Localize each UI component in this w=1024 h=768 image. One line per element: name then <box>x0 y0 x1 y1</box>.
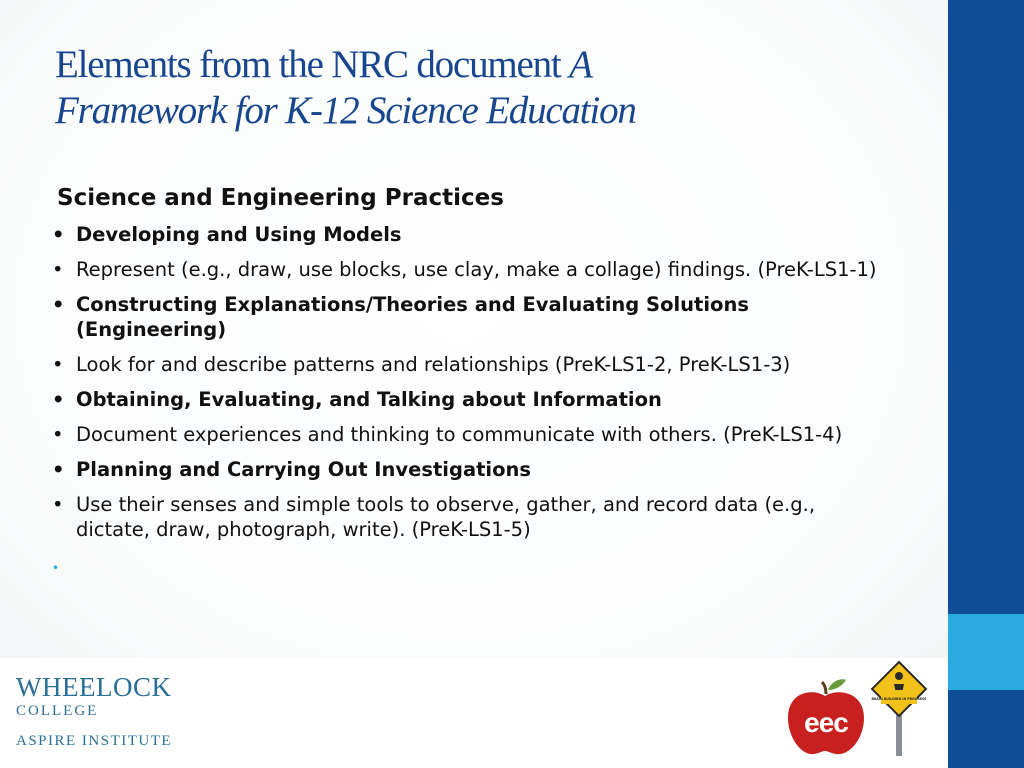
bullet-item: • Represent (e.g., draw, use blocks, use clay, make a collage) findings. (PreK-LS1-1) <box>50 257 890 282</box>
wheelock-logo-line1: WHEELOCK <box>16 672 172 702</box>
title-line1-plain: Elements from the NRC document <box>55 43 570 86</box>
right-sidebar-accent-block <box>948 614 1024 690</box>
section-heading: Science and Engineering Practices <box>57 185 504 211</box>
bullet-item: • Developing and Using Models <box>50 222 890 247</box>
empty-bullet-item <box>50 552 890 572</box>
sign-figure-head-icon <box>895 672 903 680</box>
eec-apple-logo <box>782 676 868 758</box>
bullet-item: • Constructing Explanations/Theories and Evaluating Solutions (Engineering) <box>50 292 890 342</box>
slide-title <box>55 42 935 134</box>
title-line1-italic: A <box>569 43 592 86</box>
bullet-item: • Document experiences and thinking to communicate with others. (PreK-LS1-4) <box>50 422 890 447</box>
wheelock-college-logo <box>16 672 172 749</box>
bullet-item: • Use their senses and simple tools to observe, gather, and record data (e.g., dictate, draw, photograph, write). (PreK-LS1-5) <box>50 492 890 542</box>
sign-post-icon <box>896 712 902 756</box>
title-line2-italic: Framework for K-12 Science Education <box>55 89 636 132</box>
wheelock-logo-line3: ASPIRE INSTITUTE <box>16 733 173 749</box>
apple-stem-icon <box>822 682 826 694</box>
apple-leaf-icon <box>828 679 846 690</box>
bullet-item: • Obtaining, Evaluating, and Talking about Information <box>50 387 890 412</box>
bullet-list <box>50 222 890 582</box>
brain-sign-text: BRAIN BUILDING IN PROGRESS <box>871 697 927 701</box>
wheelock-logo-line2: COLLEGE <box>16 703 99 719</box>
bullet-item: • Look for and describe patterns and relationships (PreK-LS1-2, PreK-LS1-3) <box>50 352 890 377</box>
bullet-item: • Planning and Carrying Out Investigations <box>50 457 890 482</box>
eec-logo-text: eec <box>804 707 848 738</box>
brain-building-sign-logo <box>868 660 930 758</box>
